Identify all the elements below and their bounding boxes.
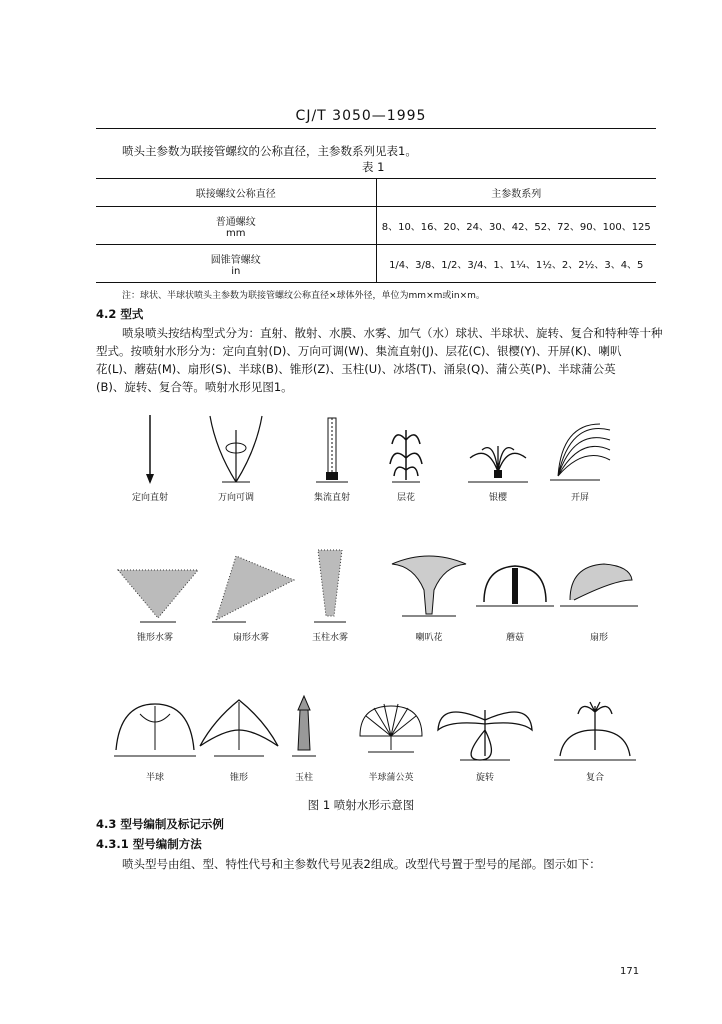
figure-jade-column-mist: 玉柱水雾 xyxy=(290,540,370,643)
figure-rotating: 旋转 xyxy=(430,690,540,783)
section-4-3-1-heading: 4.3.1 型号编制方法 xyxy=(96,837,202,851)
section-4-3-heading: 4.3 型号编制及标记示例 xyxy=(96,817,224,831)
figure-cone: 锥形 xyxy=(194,690,284,783)
figure-hemisphere: 半球 xyxy=(110,690,200,783)
figure-hemisphere-dandelion: 半球蒲公英 xyxy=(346,690,436,783)
table-header-row xyxy=(96,179,656,207)
row-label: 普通螺纹 mm xyxy=(96,207,376,245)
table-row xyxy=(96,207,656,245)
figure-directional-jet: 定向直射 xyxy=(110,410,190,503)
header-rule xyxy=(96,128,656,129)
col-header-series: 主参数系列 xyxy=(376,179,656,207)
table-row xyxy=(96,245,656,283)
figure-composite: 复合 xyxy=(550,690,640,783)
figure-mushroom: 蘑菇 xyxy=(470,540,560,643)
figure-fan-shape: 扇形 xyxy=(554,540,644,643)
table-note: 注：球状、半球状喷头主参数为联接管螺纹公称直径×球体外径，单位为mm×m或in×m。 xyxy=(122,291,485,301)
section-4-3-1-body: 喷头型号由组、型、特性代号和主参数代号见表2组成。改型代号置于型号的尾部。图示如下： xyxy=(122,857,601,871)
table-title: 表 1 xyxy=(362,160,385,174)
figure-trumpet-flower: 喇叭花 xyxy=(384,540,474,643)
figure-caption: 图 1 喷射水形示意图 xyxy=(307,798,415,812)
row-label: 圆锥管螺纹 in xyxy=(96,245,376,283)
figure-fan-mist: 扇形水雾 xyxy=(206,540,296,643)
figure-jade-column: 玉柱 xyxy=(264,690,344,783)
figure-peacock-fan: 开屏 xyxy=(540,410,620,503)
row-values: 1/4、3/8、1/2、3/4、1、1¼、1½、2、2½、3、4、5 xyxy=(376,245,656,283)
figure-cone-mist: 锥形水雾 xyxy=(110,540,200,643)
figure-concentrated-jet: 集流直射 xyxy=(292,410,372,503)
section-4-2-heading: 4.2 型式 xyxy=(96,307,144,321)
figure-layered-flower: 层花 xyxy=(366,410,446,503)
document-code: CJ/T 3050—1995 xyxy=(295,108,427,124)
figure-silver-cherry: 银樱 xyxy=(458,410,538,503)
row-values: 8、10、16、20、24、30、42、52、72、90、100、125 xyxy=(376,207,656,245)
parameter-table xyxy=(96,178,656,283)
intro-text: 喷头主参数为联接管螺纹的公称直径，主参数系列见表1。 xyxy=(122,144,417,158)
col-header-thread: 联接螺纹公称直径 xyxy=(96,179,376,207)
page-number: 171 xyxy=(620,966,640,977)
figure-universal-adjustable: 万向可调 xyxy=(196,410,276,503)
section-4-2-body: 喷泉喷头按结构型式分为：直射、散射、水膜、水雾、加气（水）球状、半球状、旋转、复合和特种等十种 型式。按喷射水形分为：定向直射(D)、万向可调(W)、集流直射(J)、层花(C)、银樱(Y)、开屏(K)、喇叭 花(L)、蘑菇(M)、扇形(S)、半球(B)、锥形(Z)、玉柱(U)、冰塔(T)、涌泉(Q)、蒲公英(P)、半球蒲公英 (B)、旋转、复合等。喷射水形见图1。 xyxy=(96,326,663,394)
